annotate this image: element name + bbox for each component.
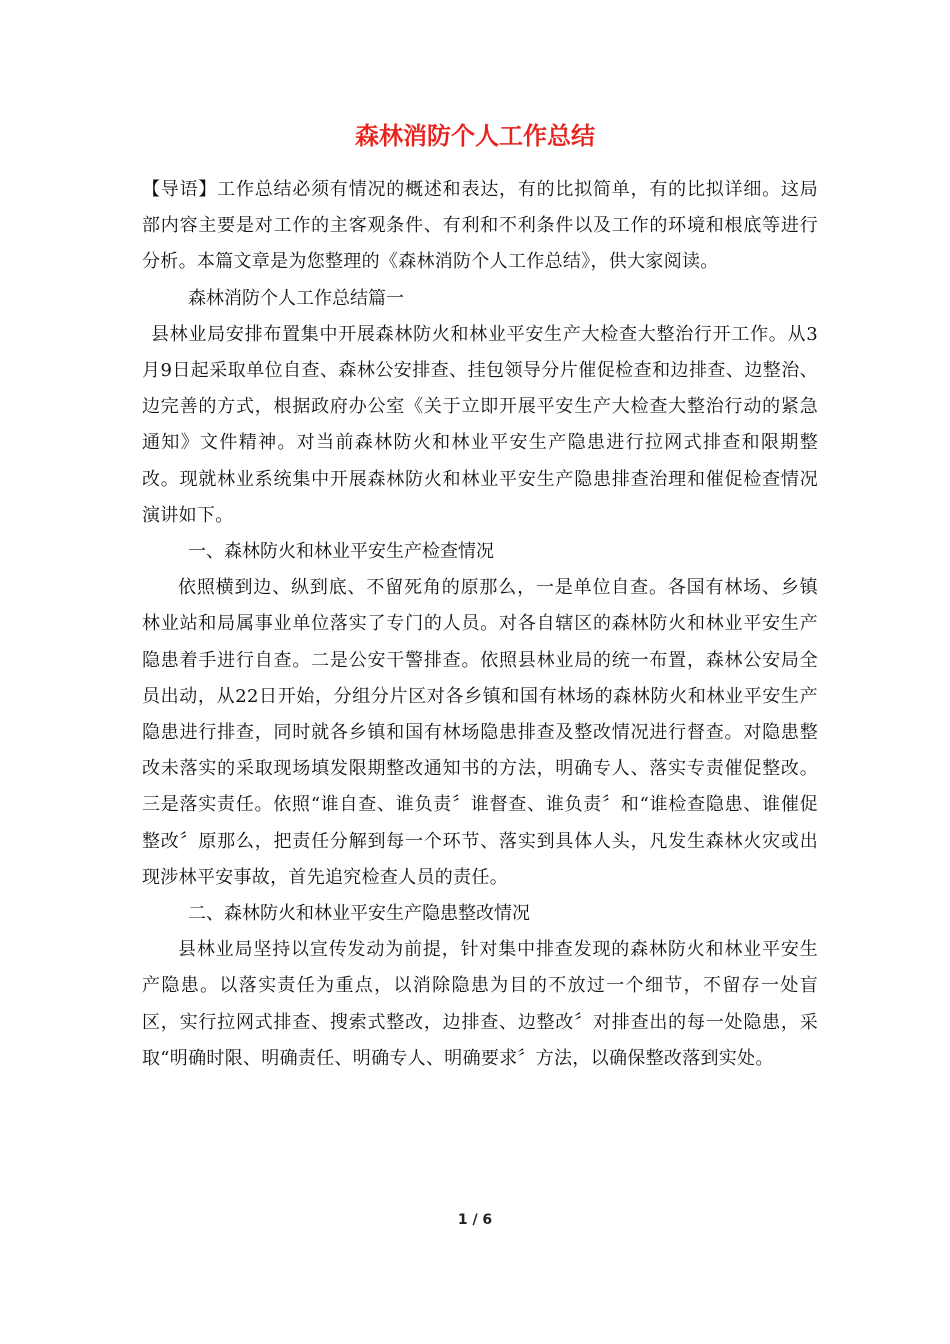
intro-paragraph: 【导语】工作总结必须有情况的概述和表达，有的比拟简单，有的比拟详细。这局部内容主要是对工作的主客观条件、有利和不利条件以及工作的环境和根底等进行分析。本篇文章是为您整理的《森林消防个人工作总结》，供大家阅读。: [142, 179, 818, 273]
document-body: [142, 172, 818, 1077]
document-title: 森林消防个人工作总结: [355, 122, 595, 150]
part-title: 森林消防个人工作总结篇一: [188, 287, 404, 309]
body-paragraph-1: 县林业局安排布置集中开展森林防火和林业平安生产大检查大整治行开工作。从3月9日起采取单位自查、森林公安排查、挂包领导分片催促检查和边排查、边整治、边完善的方式，根据政府办公室《关于立即开展平安生产大检查大整治行动的紧急通知》文件精神。对当前森林防火和林业平安生产隐患进行拉网式排查和限期整改。现就林业系统集中开展森林防火和林业平安生产隐患排查治理和催促检查情况演讲如下。: [142, 323, 818, 526]
section-1-body: 依照横到边、纵到底、不留死角的原那么，一是单位自查。各国有林场、乡镇林业站和局属事业单位落实了专门的人员。对各自辖区的森林防火和林业平安生产隐患着手进行自查。二是公安干警排查。依照县林业局的统一布置，森林公安局全员出动，从22日开始，分组分片区对各乡镇和国有林场的森林防火和林业平安生产隐患进行排查，同时就各乡镇和国有林场隐患排查及整改情况进行督查。对隐患整改未落实的采取现场填发限期整改通知书的方法，明确专人、落实专责催促整改。三是落实责任。依照“谁自查、谁负责〞谁督查、谁负责〞和“谁检查隐患、谁催促整改〞原那么，把责任分解到每一个环节、落实到具体人头，凡发生森林火灾或出现涉林平安事故，首先追究检查人员的责任。: [142, 577, 818, 888]
section-2-heading: 二、森林防火和林业平安生产隐患整改情况: [188, 903, 530, 925]
section-1-heading: 一、森林防火和林业平安生产检查情况: [188, 541, 494, 563]
page-number: 1 / 6: [457, 1212, 493, 1228]
section-2-body: 县林业局坚持以宣传发动为前提，针对集中排查发现的森林防火和林业平安生产隐患。以落实责任为重点，以消除隐患为目的不放过一个细节，不留存一处盲区，实行拉网式排查、搜索式整改，边排查、边整改〞对排查出的每一处隐患，采取“明确时限、明确责任、明确专人、明确要求〞方法，以确保整改落到实处。: [142, 939, 818, 1069]
